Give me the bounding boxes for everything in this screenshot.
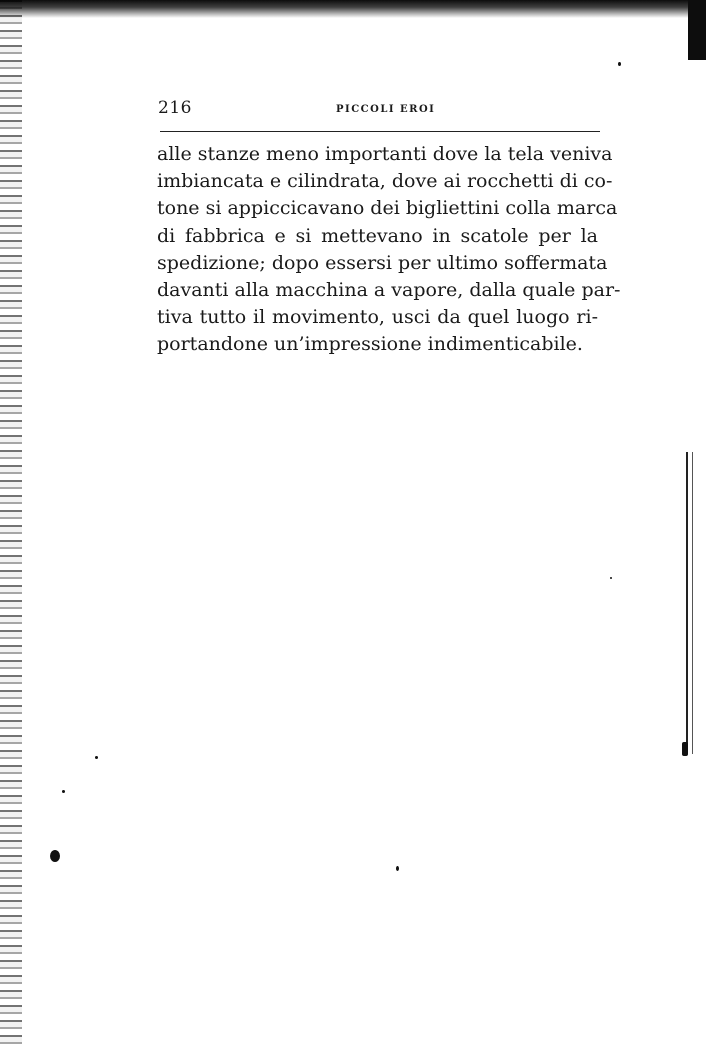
ink-speck: [610, 577, 612, 579]
ink-speck: [396, 866, 399, 871]
text-line: tone si appiccicavano dei bigliettini colla marca: [157, 197, 618, 220]
text-line: imbiancata e cilindrata, dove ai rocchetti di co-: [157, 170, 613, 193]
body-paragraph: [157, 141, 621, 359]
ink-speck: [62, 790, 65, 793]
page-edge-line: [686, 452, 693, 754]
scan-edge-right: [688, 0, 706, 60]
page-number: 216: [158, 98, 192, 118]
ink-speck: [682, 742, 688, 756]
text-line: portandone un’impressione indimenticabile.: [157, 333, 583, 356]
text-line: spedizione; dopo essersi per ultimo soffermata: [157, 251, 608, 274]
text-line: davanti alla macchina a vapore, dalla quale par-: [157, 278, 621, 301]
ink-speck: [95, 756, 98, 759]
ink-speck: [50, 850, 60, 862]
running-title: PICCOLI EROI: [336, 104, 436, 115]
text-line: di fabbrica e si mettevano in scatole per la: [157, 224, 598, 247]
scan-edge-left: [0, 0, 22, 1047]
text-line: alle stanze meno importanti dove la tela veniva: [157, 143, 613, 165]
text-line: tiva tutto il movimento, usci da quel luogo ri-: [157, 306, 598, 329]
header-rule: [160, 131, 600, 132]
ink-speck: [618, 62, 621, 66]
scan-edge-top: [0, 0, 706, 18]
page-header: [158, 98, 600, 122]
